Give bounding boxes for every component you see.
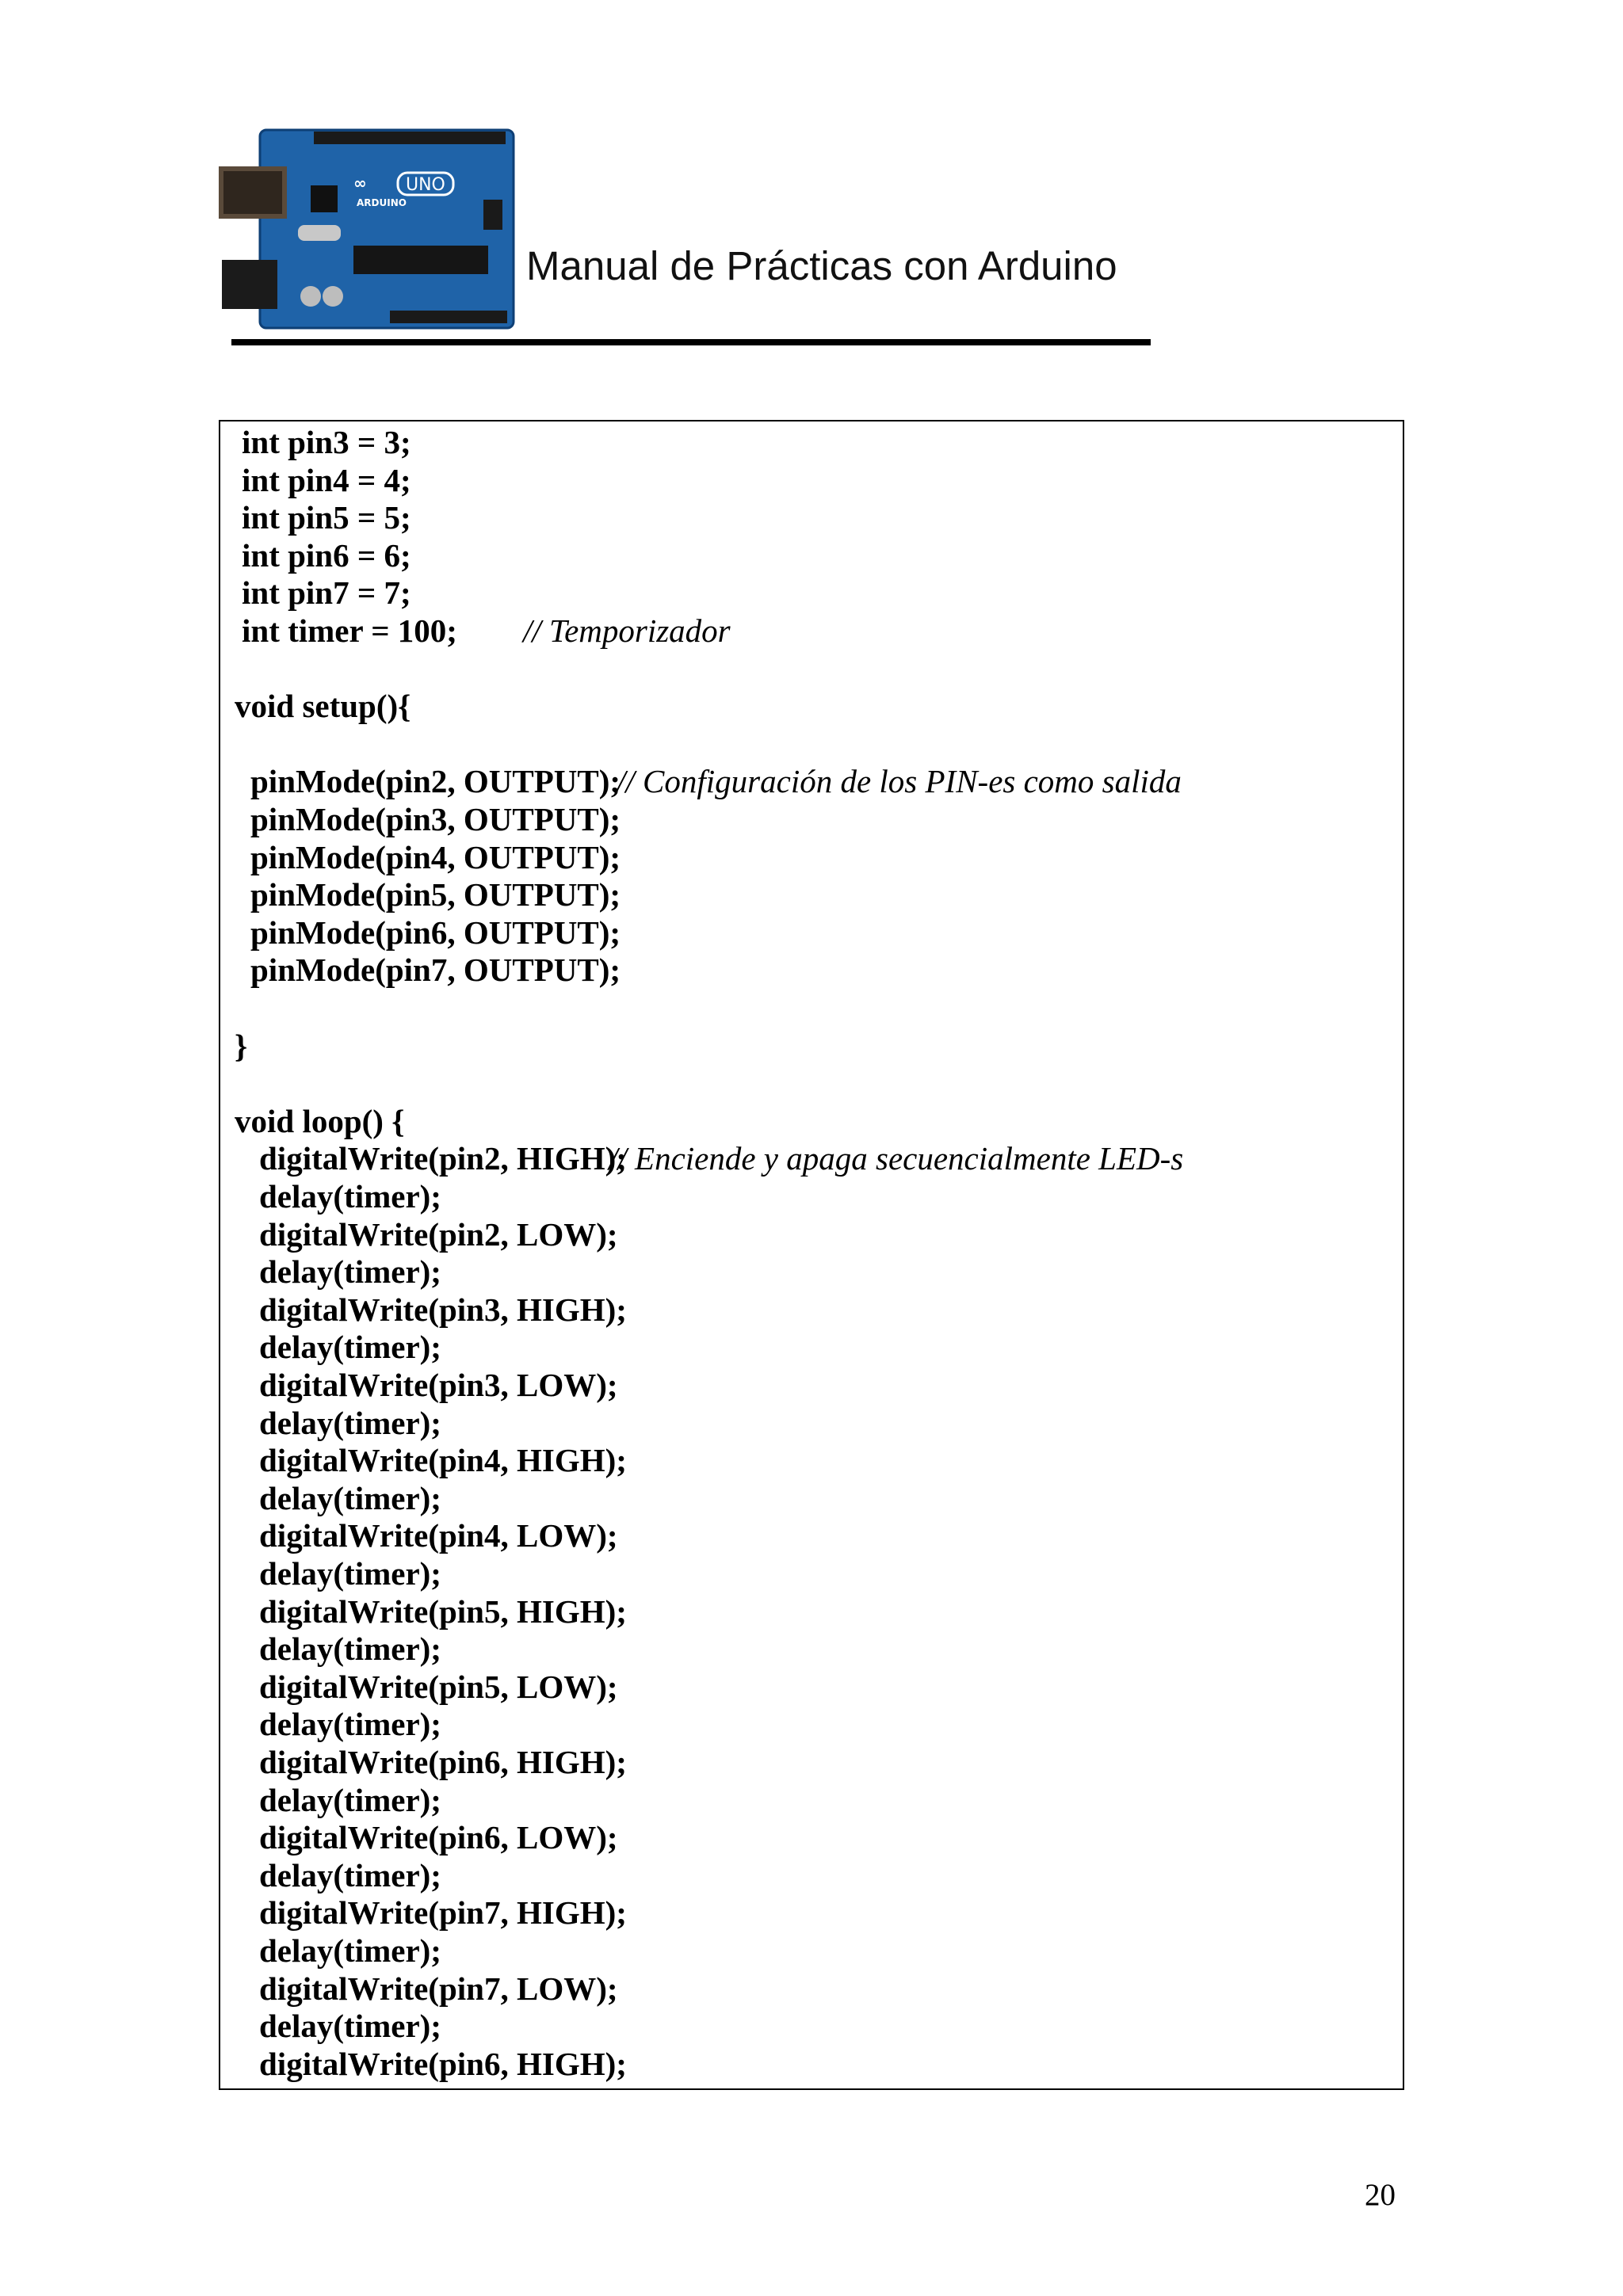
code-comment: // Enciende y apaga secuencialmente LED-s — [609, 1140, 1184, 1177]
code-text: delay(timer); — [259, 1630, 441, 1668]
code-line — [250, 951, 621, 989]
code-text: digitalWrite(pin4, LOW); — [259, 1517, 618, 1554]
code-text: digitalWrite(pin3, HIGH); — [259, 1291, 627, 1328]
code-text: digitalWrite(pin7, HIGH); — [259, 1894, 627, 1932]
code-text: } — [235, 1027, 248, 1064]
code-line — [242, 574, 411, 612]
code-text: void setup(){ — [235, 688, 411, 725]
code-line — [259, 1894, 627, 1932]
code-text: digitalWrite(pin2, LOW); — [259, 1215, 618, 1253]
code-line — [259, 1479, 441, 1517]
code-text: digitalWrite(pin6, LOW); — [259, 1819, 618, 1856]
code-line — [235, 1102, 404, 1140]
svg-text:ARDUINO: ARDUINO — [357, 197, 407, 208]
code-listing — [219, 420, 1404, 2090]
code-line — [259, 1139, 1184, 1177]
code-line — [259, 1215, 618, 1253]
code-text: digitalWrite(pin7, LOW); — [259, 1970, 618, 2007]
code-text: delay(timer); — [259, 1253, 441, 1291]
code-line — [250, 913, 621, 952]
code-line — [235, 1027, 247, 1065]
code-text: digitalWrite(pin4, HIGH); — [259, 1442, 627, 1479]
code-line — [259, 1253, 441, 1291]
code-comment: // Configuración de los PIN-es como salida — [617, 763, 1182, 800]
code-text: delay(timer); — [259, 1479, 441, 1516]
code-line — [242, 612, 731, 650]
code-line — [259, 1441, 627, 1479]
header-divider — [231, 339, 1151, 345]
code-line — [259, 1291, 627, 1329]
code-text: int timer = 100; — [242, 612, 457, 649]
code-text: int pin5 = 5; — [242, 499, 411, 536]
code-line — [259, 1705, 441, 1743]
code-text: delay(timer); — [259, 1781, 441, 1818]
code-line — [259, 2007, 441, 2045]
code-text: digitalWrite(pin2, HIGH); — [259, 1140, 627, 1177]
code-line — [259, 2045, 627, 2083]
code-text: pinMode(pin4, OUTPUT); — [250, 838, 621, 875]
code-text: delay(timer); — [259, 1706, 441, 1743]
code-line — [259, 1328, 441, 1366]
svg-text:∞: ∞ — [353, 174, 367, 193]
code-text: digitalWrite(pin6, HIGH); — [259, 2045, 627, 2082]
page-number: 20 — [1365, 2178, 1396, 2212]
code-line — [250, 800, 621, 838]
code-line — [259, 1781, 441, 1819]
code-line — [242, 461, 411, 499]
code-line — [250, 838, 621, 876]
code-text: delay(timer); — [259, 2008, 441, 2045]
code-text: void loop() { — [235, 1102, 405, 1139]
code-text: int pin7 = 7; — [242, 574, 411, 612]
code-text: pinMode(pin6, OUTPUT); — [250, 913, 621, 951]
svg-text:UNO: UNO — [406, 175, 445, 195]
code-text: pinMode(pin7, OUTPUT); — [250, 952, 621, 989]
code-text: pinMode(pin2, OUTPUT); — [250, 763, 621, 800]
code-text: delay(timer); — [259, 1932, 441, 1969]
code-line — [259, 1856, 441, 1894]
code-line — [259, 1630, 441, 1668]
code-line — [242, 498, 411, 536]
code-text: digitalWrite(pin3, LOW); — [259, 1367, 618, 1403]
code-line — [259, 1516, 618, 1554]
code-text: digitalWrite(pin6, HIGH); — [259, 1744, 627, 1780]
code-text: int pin3 = 3; — [242, 424, 411, 460]
code-text: int pin4 = 4; — [242, 461, 411, 498]
arduino-board-image — [219, 127, 517, 334]
code-line — [259, 1366, 618, 1404]
code-line — [250, 875, 621, 913]
code-line — [259, 1592, 627, 1630]
document-title: Manual de Prácticas con Arduino — [526, 243, 1117, 288]
code-line — [259, 1554, 441, 1592]
code-text: delay(timer); — [259, 1329, 441, 1366]
code-text: delay(timer); — [259, 1178, 441, 1215]
code-comment: // Temporizador — [523, 612, 731, 649]
code-text: pinMode(pin5, OUTPUT); — [250, 876, 621, 913]
code-line — [259, 1404, 441, 1442]
code-line — [259, 1668, 618, 1706]
code-text: delay(timer); — [259, 1856, 441, 1894]
code-line — [259, 1932, 441, 1970]
code-line — [259, 1970, 618, 2008]
code-text: digitalWrite(pin5, HIGH); — [259, 1592, 627, 1630]
code-line — [250, 762, 1182, 800]
code-line — [235, 687, 411, 725]
code-text: delay(timer); — [259, 1555, 441, 1592]
code-text: delay(timer); — [259, 1404, 441, 1441]
code-text: pinMode(pin3, OUTPUT); — [250, 801, 621, 837]
code-line — [259, 1818, 618, 1856]
code-line — [259, 1743, 627, 1781]
code-text: digitalWrite(pin5, LOW); — [259, 1668, 618, 1705]
code-line — [259, 1177, 441, 1215]
code-text: int pin6 = 6; — [242, 536, 411, 574]
code-line — [242, 536, 411, 574]
code-line — [242, 423, 411, 461]
